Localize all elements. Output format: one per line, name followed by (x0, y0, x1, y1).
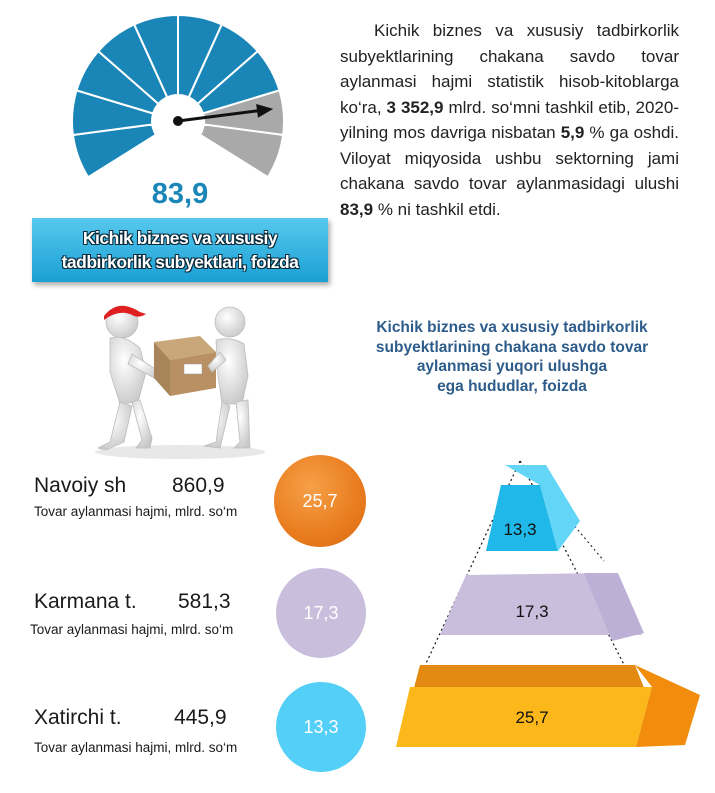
pyramid-tier-label-xatirchi: 13,3 (503, 520, 537, 539)
share-circle-label-xatirchi: 13,3 (303, 716, 339, 737)
summary-text-4: % ni tashkil etdi. (373, 199, 501, 219)
region-name-navoiy: Navoiy sh (34, 474, 127, 497)
share-gauge (70, 5, 290, 215)
region-subtitle-karmana: Tovar aylanmasi hajmi, mlrd. so‘m (30, 622, 234, 637)
pyramid-title-line4: ega hududlar, foizda (437, 377, 587, 395)
share-circle-xatirchi (276, 682, 366, 772)
pyramid-tier-label-navoiy: 25,7 (515, 708, 549, 727)
gauge-needle-pivot (173, 116, 183, 126)
pyramid-title-line3: aylanmasi yuqori ulushga (416, 358, 608, 375)
gauge-caption-line1: Kichik biznes va xususiy (82, 228, 278, 248)
gauge-caption (62, 226, 299, 274)
summary-text-2: mlrd. so‘mni tashkil etib, 2020- yilning mos davriga nisbatan (340, 97, 679, 142)
gauge-caption-banner (32, 218, 328, 282)
region-volume-xatirchi: 445,9 (174, 706, 227, 729)
pyramid-title-line2: subyektlarining chakana savdo tovar (375, 338, 649, 356)
share-circle-label-karmana: 17,3 (303, 602, 339, 623)
summary-amount: 3 352,9 (386, 97, 444, 117)
share-circle-karmana (276, 568, 366, 658)
gauge-caption-line2: tadbirkorlik subyektlari, foizda (61, 252, 299, 272)
pyramid-title (332, 318, 692, 396)
summary-paragraph (340, 18, 679, 222)
region-subtitle-navoiy: Tovar aylanmasi hajmi, mlrd. so‘m (34, 504, 238, 519)
summary-text-3: % ga oshdi. Viloyat miqyosida ushbu sektorning jami chakana savdo tovar aylanmasidagi ulushi (340, 123, 680, 193)
pyramid-tier-label-karmana: 17,3 (515, 602, 549, 621)
region-volume-navoiy: 860,9 (172, 474, 225, 497)
summary-growth: 5,9 (560, 123, 585, 142)
share-circle-navoiy (274, 455, 366, 547)
pyramid-title-line1: Kichik biznes va xususiy tadbirkorlik (376, 319, 648, 336)
region-name-karmana: Karmana t. (34, 590, 137, 613)
summary-share: 83,9 (340, 199, 374, 219)
summary-text-1: Kichik biznes va xususiy tadbirkorlik subyektlarining chakana savdo tovar aylanmasi hajmi statistik hisob-kitoblarga ko‘ra, (340, 21, 679, 117)
workers-carrying-box-illustration (80, 292, 280, 462)
region-volume-karmana: 581,3 (178, 590, 231, 613)
region-name-xatirchi: Xatirchi t. (34, 706, 122, 729)
regional-share-pyramid (380, 455, 700, 775)
gauge-value-label: 83,9 (151, 178, 209, 210)
share-circle-label-navoiy: 25,7 (302, 490, 338, 511)
region-subtitle-xatirchi: Tovar aylanmasi hajmi, mlrd. so‘m (34, 740, 238, 755)
